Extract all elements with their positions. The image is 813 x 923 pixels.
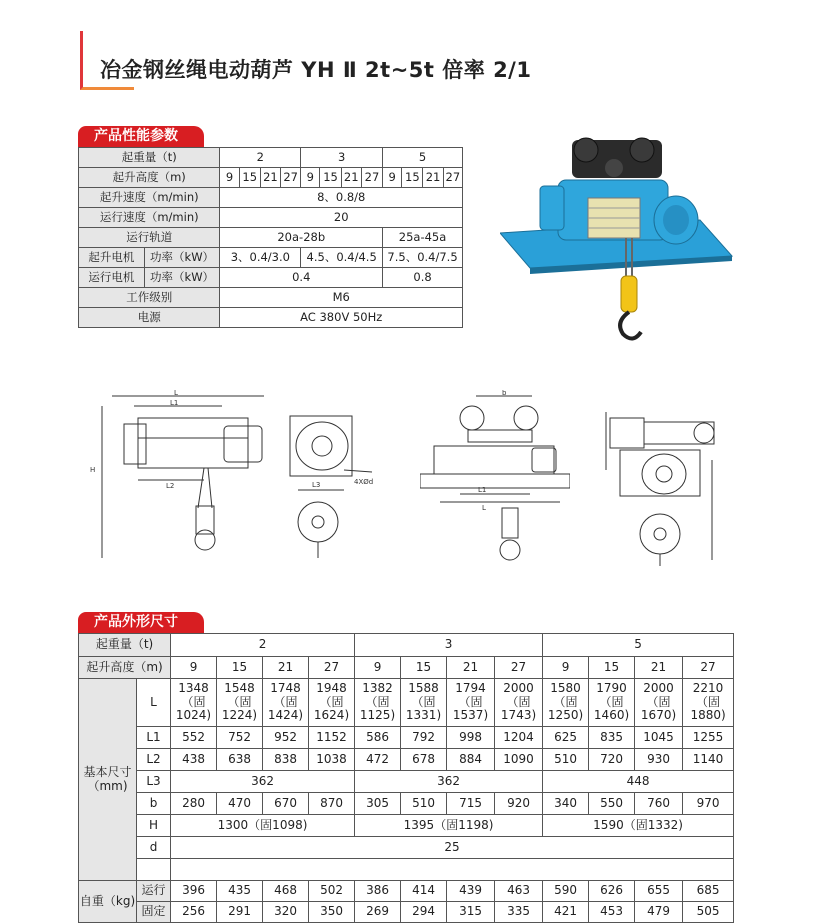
cell: 502 — [309, 881, 355, 902]
row-label: d — [137, 837, 171, 859]
cell: 1580（固1250) — [543, 679, 589, 727]
cell: 2210（固1880) — [683, 679, 734, 727]
cell: 715 — [447, 793, 495, 815]
cell: 448 — [543, 771, 734, 793]
cell: 760 — [635, 793, 683, 815]
height-value: 21 — [447, 657, 495, 679]
cell: 1090 — [495, 749, 543, 771]
cell: 970 — [683, 793, 734, 815]
cell: 386 — [355, 881, 401, 902]
section-tag-performance: 产品性能参数 — [78, 126, 204, 147]
cell: 626 — [589, 881, 635, 902]
power-supply-value: AC 380V 50Hz — [220, 308, 463, 328]
table-row-H — [79, 815, 734, 837]
drawing-front-view-running — [420, 390, 570, 570]
weight-label: 自重（kg) — [79, 881, 137, 923]
dim-label-L: L — [174, 389, 178, 397]
lift-power-value: 4.5、0.4/4.5 — [301, 248, 383, 268]
cell: 463 — [495, 881, 543, 902]
height-value: 27 — [683, 657, 734, 679]
cell: 1548（固1224) — [217, 679, 263, 727]
track-value: 25a-45a — [383, 228, 463, 248]
cell: 1382（固1125) — [355, 679, 401, 727]
cell: 320 — [263, 902, 309, 923]
duty-value: M6 — [220, 288, 463, 308]
capacity-value: 2 — [220, 148, 301, 168]
dim-label-bolt: 4XØd — [354, 478, 374, 486]
cell: 1204 — [495, 727, 543, 749]
cell: 685 — [683, 881, 734, 902]
capacity-value: 5 — [543, 634, 734, 657]
height-value: 15 — [239, 168, 260, 188]
height-value: 15 — [320, 168, 341, 188]
cell: 468 — [263, 881, 309, 902]
cell: 291 — [217, 902, 263, 923]
cell: 510 — [401, 793, 447, 815]
cell: 590 — [543, 881, 589, 902]
height-value: 15 — [589, 657, 635, 679]
row-label: L — [137, 679, 171, 727]
height-value: 9 — [543, 657, 589, 679]
cell: 470 — [217, 793, 263, 815]
spacer-cell — [137, 859, 171, 881]
table-row-L1 — [79, 727, 734, 749]
dim-label-L1: L1 — [170, 399, 179, 407]
capacity-label: 起重量（t) — [79, 634, 171, 657]
height-value: 9 — [220, 168, 239, 188]
cell: 1395（固1198) — [355, 815, 543, 837]
cell: 505 — [683, 902, 734, 923]
capacity-value: 2 — [171, 634, 355, 657]
table-row-d — [79, 837, 734, 859]
dim-label-L1: L1 — [478, 486, 487, 494]
height-value: 9 — [383, 168, 402, 188]
cell: 1045 — [635, 727, 683, 749]
capacity-value: 3 — [355, 634, 543, 657]
cell: 1794（固1537) — [447, 679, 495, 727]
cell: 638 — [217, 749, 263, 771]
travel-power-value: 0.4 — [220, 268, 383, 288]
height-value: 9 — [171, 657, 217, 679]
row-label: L1 — [137, 727, 171, 749]
height-value: 27 — [309, 657, 355, 679]
table-row-weight-run — [79, 881, 734, 902]
power-supply-label: 电源 — [79, 308, 220, 328]
dim-label-L: L — [482, 504, 486, 512]
cell: 435 — [217, 881, 263, 902]
cell: 952 — [263, 727, 309, 749]
cell: 2000（固1743) — [495, 679, 543, 727]
height-value: 21 — [341, 168, 361, 188]
drawing-side-view-running — [594, 400, 724, 570]
cell: 670 — [263, 793, 309, 815]
height-value: 21 — [635, 657, 683, 679]
table-row-weight-fixed — [79, 902, 734, 923]
cell: 421 — [543, 902, 589, 923]
cell: 256 — [171, 902, 217, 923]
row-label: H — [137, 815, 171, 837]
cell: 479 — [635, 902, 683, 923]
power-label: 功率（kW） — [144, 268, 220, 288]
cell: 920 — [495, 793, 543, 815]
cell: 472 — [355, 749, 401, 771]
travel-speed-value: 20 — [220, 208, 463, 228]
cell: 586 — [355, 727, 401, 749]
cell: 870 — [309, 793, 355, 815]
track-value: 20a-28b — [220, 228, 383, 248]
cell: 269 — [355, 902, 401, 923]
cell: 1152 — [309, 727, 355, 749]
travel-motor-label: 运行电机 — [79, 268, 145, 288]
table-row-L — [79, 679, 734, 727]
height-value: 9 — [355, 657, 401, 679]
section-tag-dimensions: 产品外形尺寸 — [78, 612, 204, 633]
row-label: 运行 — [137, 881, 171, 902]
spacer-cell — [171, 859, 734, 881]
cell: 414 — [401, 881, 447, 902]
track-label: 运行轨道 — [79, 228, 220, 248]
cell: 550 — [589, 793, 635, 815]
performance-table — [78, 147, 463, 328]
table-row-L3 — [79, 771, 734, 793]
height-value: 15 — [217, 657, 263, 679]
row-label: L2 — [137, 749, 171, 771]
cell: 552 — [171, 727, 217, 749]
cell: 335 — [495, 902, 543, 923]
cell: 280 — [171, 793, 217, 815]
cell: 510 — [543, 749, 589, 771]
cell: 625 — [543, 727, 589, 749]
height-value: 27 — [361, 168, 382, 188]
cell: 655 — [635, 881, 683, 902]
cell: 678 — [401, 749, 447, 771]
cell: 2000（固1670) — [635, 679, 683, 727]
height-label: 起升高度（m) — [79, 657, 171, 679]
cell: 294 — [401, 902, 447, 923]
capacity-value: 5 — [383, 148, 463, 168]
height-value: 21 — [423, 168, 443, 188]
lift-power-value: 7.5、0.4/7.5 — [383, 248, 463, 268]
cell: 792 — [401, 727, 447, 749]
dim-label-H: H — [90, 466, 96, 474]
cell: 1140 — [683, 749, 734, 771]
cell: 396 — [171, 881, 217, 902]
lift-power-value: 3、0.4/3.0 — [220, 248, 301, 268]
cell: 1038 — [309, 749, 355, 771]
power-label: 功率（kW） — [144, 248, 220, 268]
duty-label: 工作级别 — [79, 288, 220, 308]
cell: 1255 — [683, 727, 734, 749]
cell: 1590（固1332) — [543, 815, 734, 837]
cell: 350 — [309, 902, 355, 923]
dimensions-table — [78, 633, 734, 923]
cell: 884 — [447, 749, 495, 771]
drawing-front-view-fixed — [84, 388, 274, 578]
cell: 720 — [589, 749, 635, 771]
basic-size-label: 基本尺寸（mm) — [79, 679, 137, 881]
cell: 438 — [171, 749, 217, 771]
cell: 25 — [171, 837, 734, 859]
cell: 453 — [589, 902, 635, 923]
hoist-product-image — [500, 128, 740, 348]
row-label: 固定 — [137, 902, 171, 923]
lift-speed-value: 8、0.8/8 — [220, 188, 463, 208]
travel-speed-label: 运行速度（m/min) — [79, 208, 220, 228]
cell: 930 — [635, 749, 683, 771]
cell: 835 — [589, 727, 635, 749]
height-value: 15 — [402, 168, 423, 188]
cell: 1790（固1460) — [589, 679, 635, 727]
row-label: L3 — [137, 771, 171, 793]
drawing-side-view-fixed — [282, 410, 392, 570]
table-row-b — [79, 793, 734, 815]
row-label: b — [137, 793, 171, 815]
cell: 752 — [217, 727, 263, 749]
cell: 838 — [263, 749, 309, 771]
cell: 1748（固1424) — [263, 679, 309, 727]
height-value: 21 — [260, 168, 280, 188]
capacity-label: 起重量（t) — [79, 148, 220, 168]
page-title: 冶金钢丝绳电动葫芦 YH Ⅱ 2t~5t 倍率 2/1 — [100, 58, 532, 82]
cell: 998 — [447, 727, 495, 749]
height-value: 21 — [263, 657, 309, 679]
cell: 1588（固1331) — [401, 679, 447, 727]
cell: 305 — [355, 793, 401, 815]
travel-power-value: 0.8 — [383, 268, 463, 288]
cell: 1300（固1098) — [171, 815, 355, 837]
table-row-L2 — [79, 749, 734, 771]
height-value: 15 — [401, 657, 447, 679]
lift-motor-label: 起升电机 — [79, 248, 145, 268]
cell: 1348（固1024) — [171, 679, 217, 727]
capacity-value: 3 — [301, 148, 383, 168]
height-value: 27 — [443, 168, 462, 188]
cell: 1948（固1624) — [309, 679, 355, 727]
dim-label-b: b — [502, 390, 507, 397]
dim-label-L3: L3 — [312, 481, 321, 489]
height-value: 27 — [495, 657, 543, 679]
cell: 340 — [543, 793, 589, 815]
dim-label-L2: L2 — [166, 482, 175, 490]
cell: 439 — [447, 881, 495, 902]
lift-speed-label: 起升速度（m/min) — [79, 188, 220, 208]
cell: 315 — [447, 902, 495, 923]
cell: 362 — [171, 771, 355, 793]
height-value: 9 — [301, 168, 320, 188]
height-label: 起升高度（m) — [79, 168, 220, 188]
height-value: 27 — [281, 168, 301, 188]
cell: 362 — [355, 771, 543, 793]
